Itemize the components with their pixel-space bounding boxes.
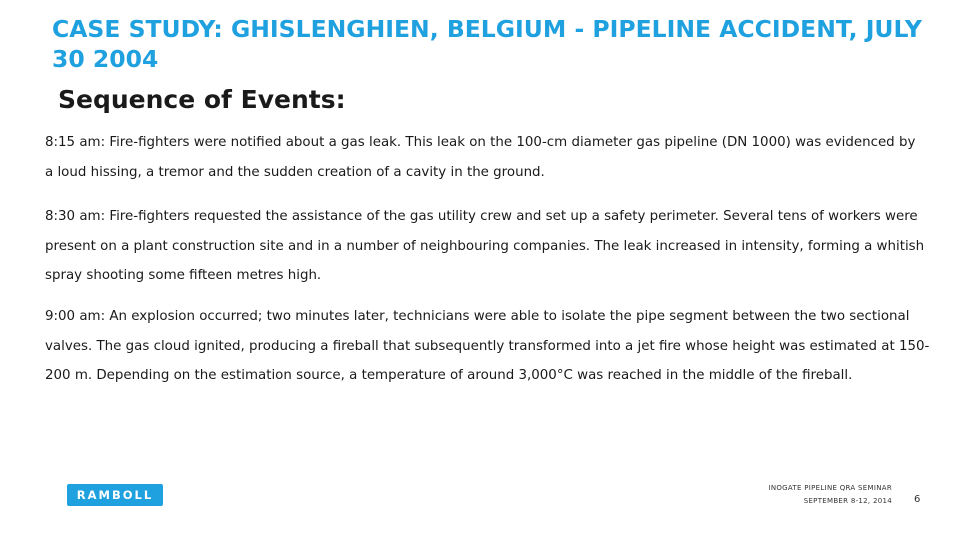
event-paragraph-0900: 9:00 am: An explosion occurred; two minutes later, technicians were able to isolate the pipe segment between the two sectional valves. The gas cloud ignited, producing a fireball that subsequently transformed into a jet fire whose height was estimated at 150-200 m. Depending on the estimation source, a temperature of around 3,000°C was reached in the middle of the fireball. — [45, 309, 930, 383]
ramboll-logo: RAMBOLL — [67, 484, 163, 506]
slide-subtitle: Sequence of Events: — [58, 85, 346, 114]
footer-date-line: SEPTEMBER 8-12, 2014 — [803, 497, 892, 505]
page-number: 6 — [914, 494, 921, 505]
event-paragraph-0815: 8:15 am: Fire-fighters were notified about a gas leak. This leak on the 100-cm diameter gas pipeline (DN 1000) was evidenced by a loud hissing, a tremor and the sudden creation of a cavity in the ground. — [45, 135, 916, 180]
slide-title: CASE STUDY: GHISLENGHIEN, BELGIUM - PIPELINE ACCIDENT, JULY 30 2004 — [52, 15, 922, 73]
event-paragraph-0830: 8:30 am: Fire-fighters requested the assistance of the gas utility crew and set up a safety perimeter. Several tens of workers were present on a plant construction site and in a number of neighbouring companies. The leak increased in intensity, forming a whitish spray shooting some fifteen metres high. — [45, 209, 925, 283]
footer-event-info — [768, 482, 892, 508]
footer-event-line: INOGATE PIPELINE QRA SEMINAR — [768, 484, 892, 492]
